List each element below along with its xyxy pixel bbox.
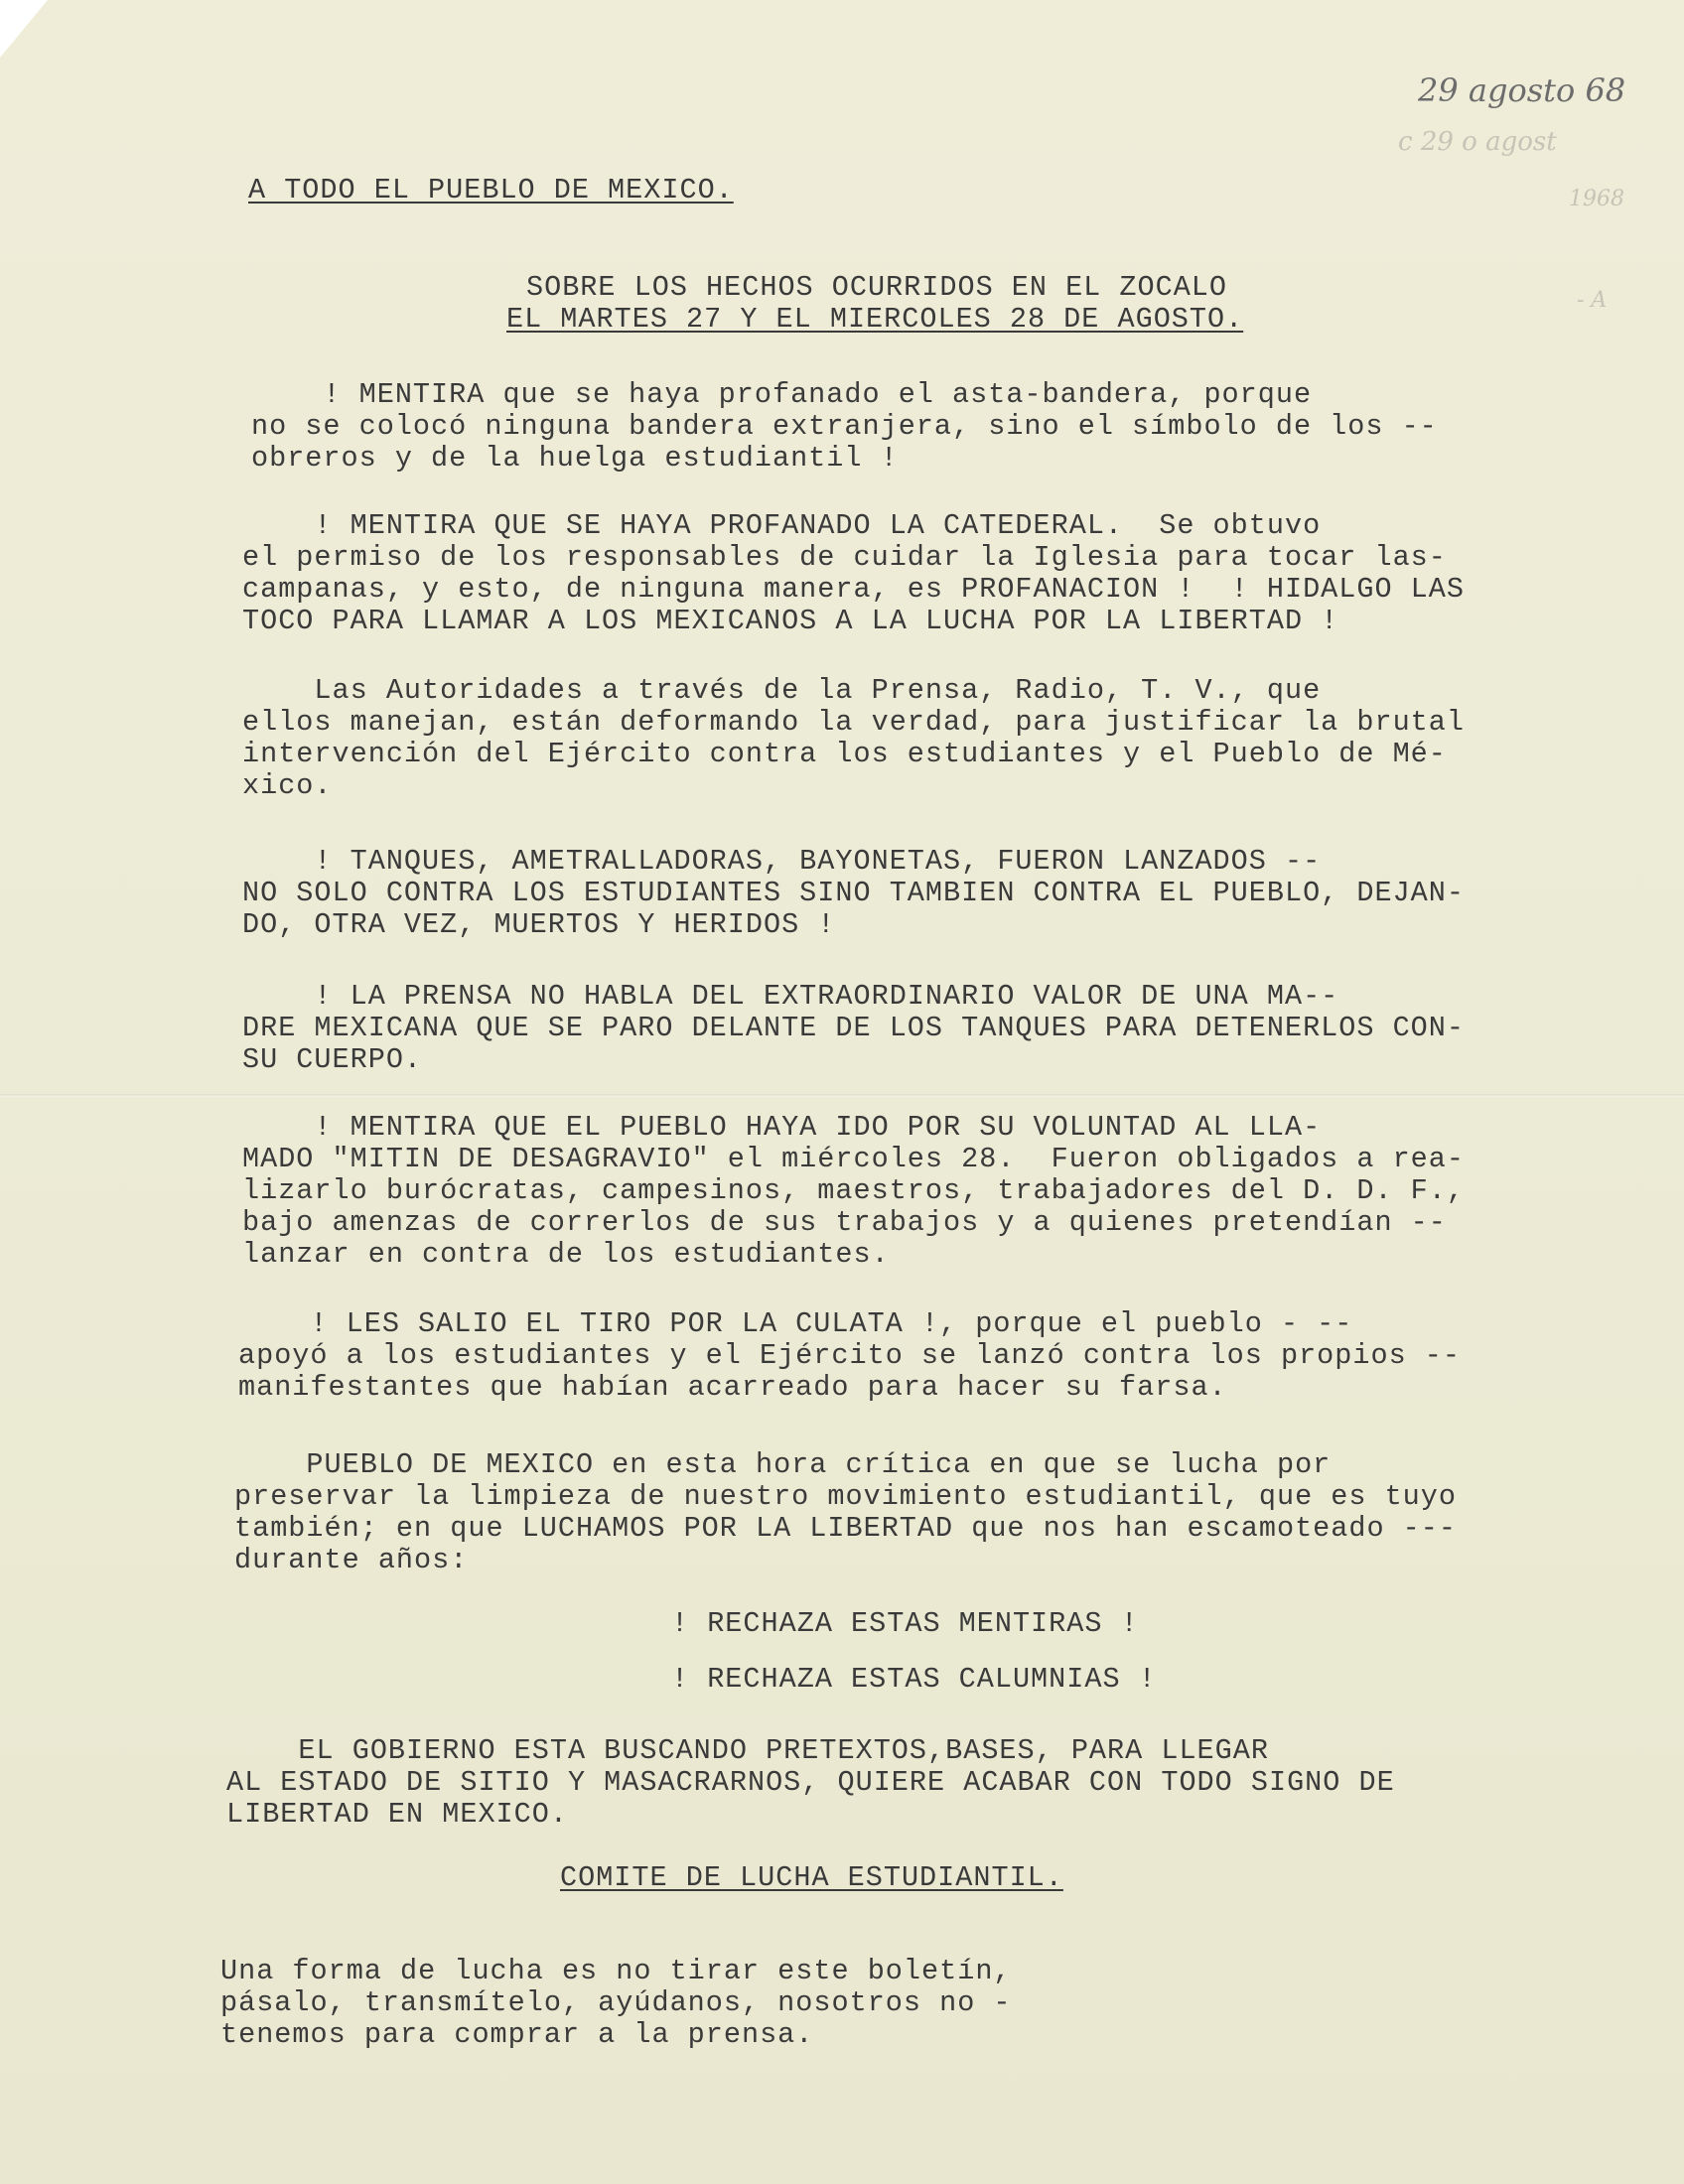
paragraph-line: ellos manejan, están deformando la verdad, para justificar la brutal <box>242 706 1465 739</box>
paragraph-line: intervención del Ejército contra los estudiantes y el Pueblo de Mé- <box>242 738 1447 770</box>
paragraph-line: campanas, y esto, de ninguna manera, es PROFANACION ! ! HIDALGO LAS <box>242 573 1465 606</box>
paragraph-line: MADO "MITIN DE DESAGRAVIO" el miércoles 28. Fueron obligados a rea- <box>242 1143 1465 1175</box>
paragraph-line: ! MENTIRA que se haya profanado el asta-bandera, porque <box>251 378 1313 411</box>
closing-line: LIBERTAD EN MEXICO. <box>226 1798 568 1831</box>
paragraph-line: no se colocó ninguna bandera extranjera, sino el símbolo de los -- <box>251 410 1438 443</box>
paragraph-line: Las Autoridades a través de la Prensa, Radio, T. V., que <box>242 674 1322 707</box>
paragraph-line: preservar la limpieza de nuestro movimiento estudiantil, que es tuyo <box>234 1480 1457 1513</box>
signature: COMITE DE LUCHA ESTUDIANTIL. <box>560 1861 1063 1894</box>
closing-line: EL GOBIERNO ESTA BUSCANDO PRETEXTOS,BASES, PARA LLEGAR <box>226 1734 1269 1767</box>
paragraph-line: ! MENTIRA QUE EL PUEBLO HAYA IDO POR SU VOLUNTAD AL LLA- <box>242 1111 1322 1144</box>
handwritten-date: 29 agosto 68 <box>1418 71 1626 109</box>
torn-corner <box>0 0 48 58</box>
paragraph-line: SU CUERPO. <box>242 1043 423 1076</box>
subject-date-line: EL MARTES 27 Y EL MIERCOLES 28 DE AGOSTO. <box>506 303 1244 336</box>
paragraph-line: el permiso de los responsables de cuidar la Iglesia para tocar las- <box>242 541 1447 574</box>
exclamation-line: ! RECHAZA ESTAS MENTIRAS ! <box>671 1607 1139 1640</box>
footer-note-line: tenemos para comprar a la prensa. <box>220 2018 814 2051</box>
paragraph-line: también; en que LUCHAMOS POR LA LIBERTAD que nos han escamoteado --- <box>234 1512 1457 1545</box>
paragraph-line: ! MENTIRA QUE SE HAYA PROFANADO LA CATEDERAL. Se obtuvo <box>242 509 1322 542</box>
footer-note-line: pásalo, transmítelo, ayúdanos, nosotros no - <box>220 1986 1012 2019</box>
closing-line: AL ESTADO DE SITIO Y MASACRARNOS, QUIERE ACABAR CON TODO SIGNO DE <box>226 1766 1395 1799</box>
exclamation-line: ! RECHAZA ESTAS CALUMNIAS ! <box>671 1663 1157 1696</box>
paragraph-line: DO, OTRA VEZ, MUERTOS Y HERIDOS ! <box>242 908 836 941</box>
paragraph-line: obreros y de la huelga estudiantil ! <box>251 442 899 475</box>
paragraph-line: lanzar en contra de los estudiantes. <box>242 1238 890 1271</box>
paragraph-line: ! LES SALIO EL TIRO POR LA CULATA !, porque el pueblo - -- <box>238 1307 1353 1340</box>
faint-handwritten-mark: 1968 <box>1569 187 1624 211</box>
paragraph-line: ! LA PRENSA NO HABLA DEL EXTRAORDINARIO VALOR DE UNA MA-- <box>242 980 1339 1013</box>
addressee-heading: A TODO EL PUEBLO DE MEXICO. <box>248 174 734 206</box>
footer-note-line: Una forma de lucha es no tirar este boletín, <box>220 1955 1012 1987</box>
paragraph-line: DRE MEXICANA QUE SE PARO DELANTE DE LOS TANQUES PARA DETENERLOS CON- <box>242 1012 1465 1044</box>
paragraph-line: manifestantes que habían acarreado para hacer su farsa. <box>238 1371 1227 1404</box>
paragraph-line: NO SOLO CONTRA LOS ESTUDIANTES SINO TAMBIEN CONTRA EL PUEBLO, DEJAN- <box>242 877 1465 909</box>
paragraph-line: bajo amenzas de correrlos de sus trabajos y a quienes pretendían -- <box>242 1206 1447 1239</box>
paragraph-line: apoyó a los estudiantes y el Ejército se lanzó contra los propios -- <box>238 1339 1461 1372</box>
paragraph-line: xico. <box>242 769 333 802</box>
paragraph-line: PUEBLO DE MEXICO en esta hora crítica en que se lucha por <box>234 1448 1332 1481</box>
subject-line: SOBRE LOS HECHOS OCURRIDOS EN EL ZOCALO <box>526 271 1228 304</box>
paragraph-line: ! TANQUES, AMETRALLADORAS, BAYONETAS, FUERON LANZADOS -- <box>242 845 1322 878</box>
paragraph-line: lizarlo burócratas, campesinos, maestros, trabajadores del D. D. F., <box>242 1174 1465 1207</box>
faint-handwritten-date: c 29 o agost <box>1398 127 1557 157</box>
faint-handwritten-mark: - A <box>1577 288 1608 313</box>
paragraph-line: TOCO PARA LLAMAR A LOS MEXICANOS A LA LUCHA POR LA LIBERTAD ! <box>242 605 1339 637</box>
page-fold-line <box>0 1094 1684 1097</box>
paragraph-line: durante años: <box>234 1544 469 1576</box>
